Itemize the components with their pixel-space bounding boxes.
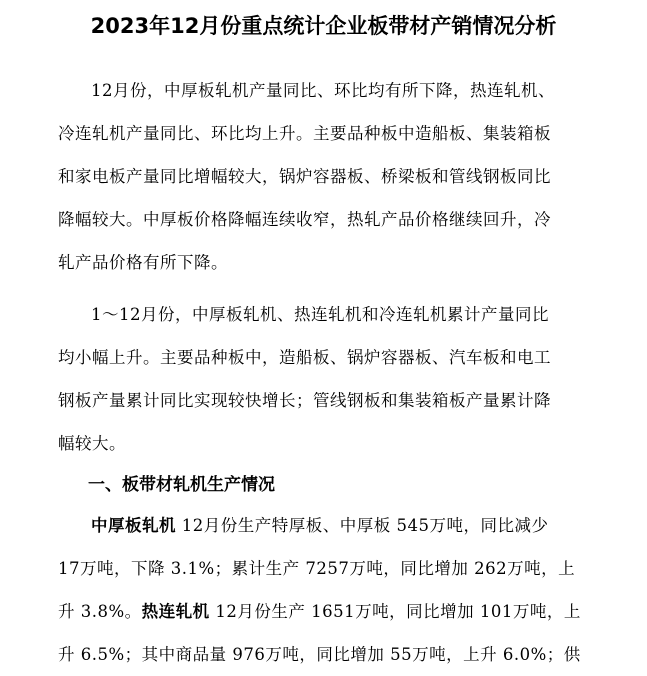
bold-term-hot-strip-mill: 热连轧机: [141, 602, 210, 621]
text-run: 12月份生产特厚板、中厚板 545万吨，同比减少: [176, 516, 549, 535]
text-line: 升 6.5%；其中商品量 976万吨，同比增加 55万吨，上升 6.0%；供: [58, 645, 581, 664]
paragraph-annual-summary: [58, 293, 614, 465]
text-line: 轧产品价格有所下降。: [58, 253, 228, 272]
text-line: 幅较大。: [58, 434, 126, 453]
text-line: 降幅较大。中厚板价格降幅连续收窄，热轧产品价格继续回升，冷: [58, 210, 551, 229]
text-line: 1～12月份，中厚板轧机、热连轧机和冷连轧机累计产量同比: [91, 305, 549, 324]
paragraph-december-summary: [58, 69, 614, 284]
text-line: 冷连轧机产量同比、环比均上升。主要品种板中造船板、集装箱板: [58, 124, 551, 143]
text-line: 12月份，中厚板轧机产量同比、环比均有所下降，热连轧机、: [91, 81, 555, 100]
text-run: 升 3.8%。: [58, 602, 142, 621]
text-line: 和家电板产量同比增幅较大，锅炉容器板、桥梁板和管线钢板同比: [58, 167, 551, 186]
text-line: 钢板产量累计同比实现较快增长；管线钢板和集装箱板产量累计降: [58, 391, 551, 410]
paragraph-rolling-mill-production: [58, 504, 614, 676]
text-line: [58, 590, 614, 633]
document-title: 2023年12月份重点统计企业板带材产销情况分析: [90, 14, 557, 38]
text-line: 17万吨，下降 3.1%；累计生产 7257万吨，同比增加 262万吨，上: [58, 559, 576, 578]
text-run: 12月份生产 1651万吨，同比增加 101万吨，上: [209, 602, 581, 621]
section-heading: 一、板带材轧机生产情况: [88, 475, 275, 495]
text-line: 均小幅上升。主要品种板中，造船板、锅炉容器板、汽车板和电工: [58, 348, 551, 367]
bold-term-plate-mill: 中厚板轧机: [91, 516, 176, 535]
text-line: [58, 504, 614, 547]
